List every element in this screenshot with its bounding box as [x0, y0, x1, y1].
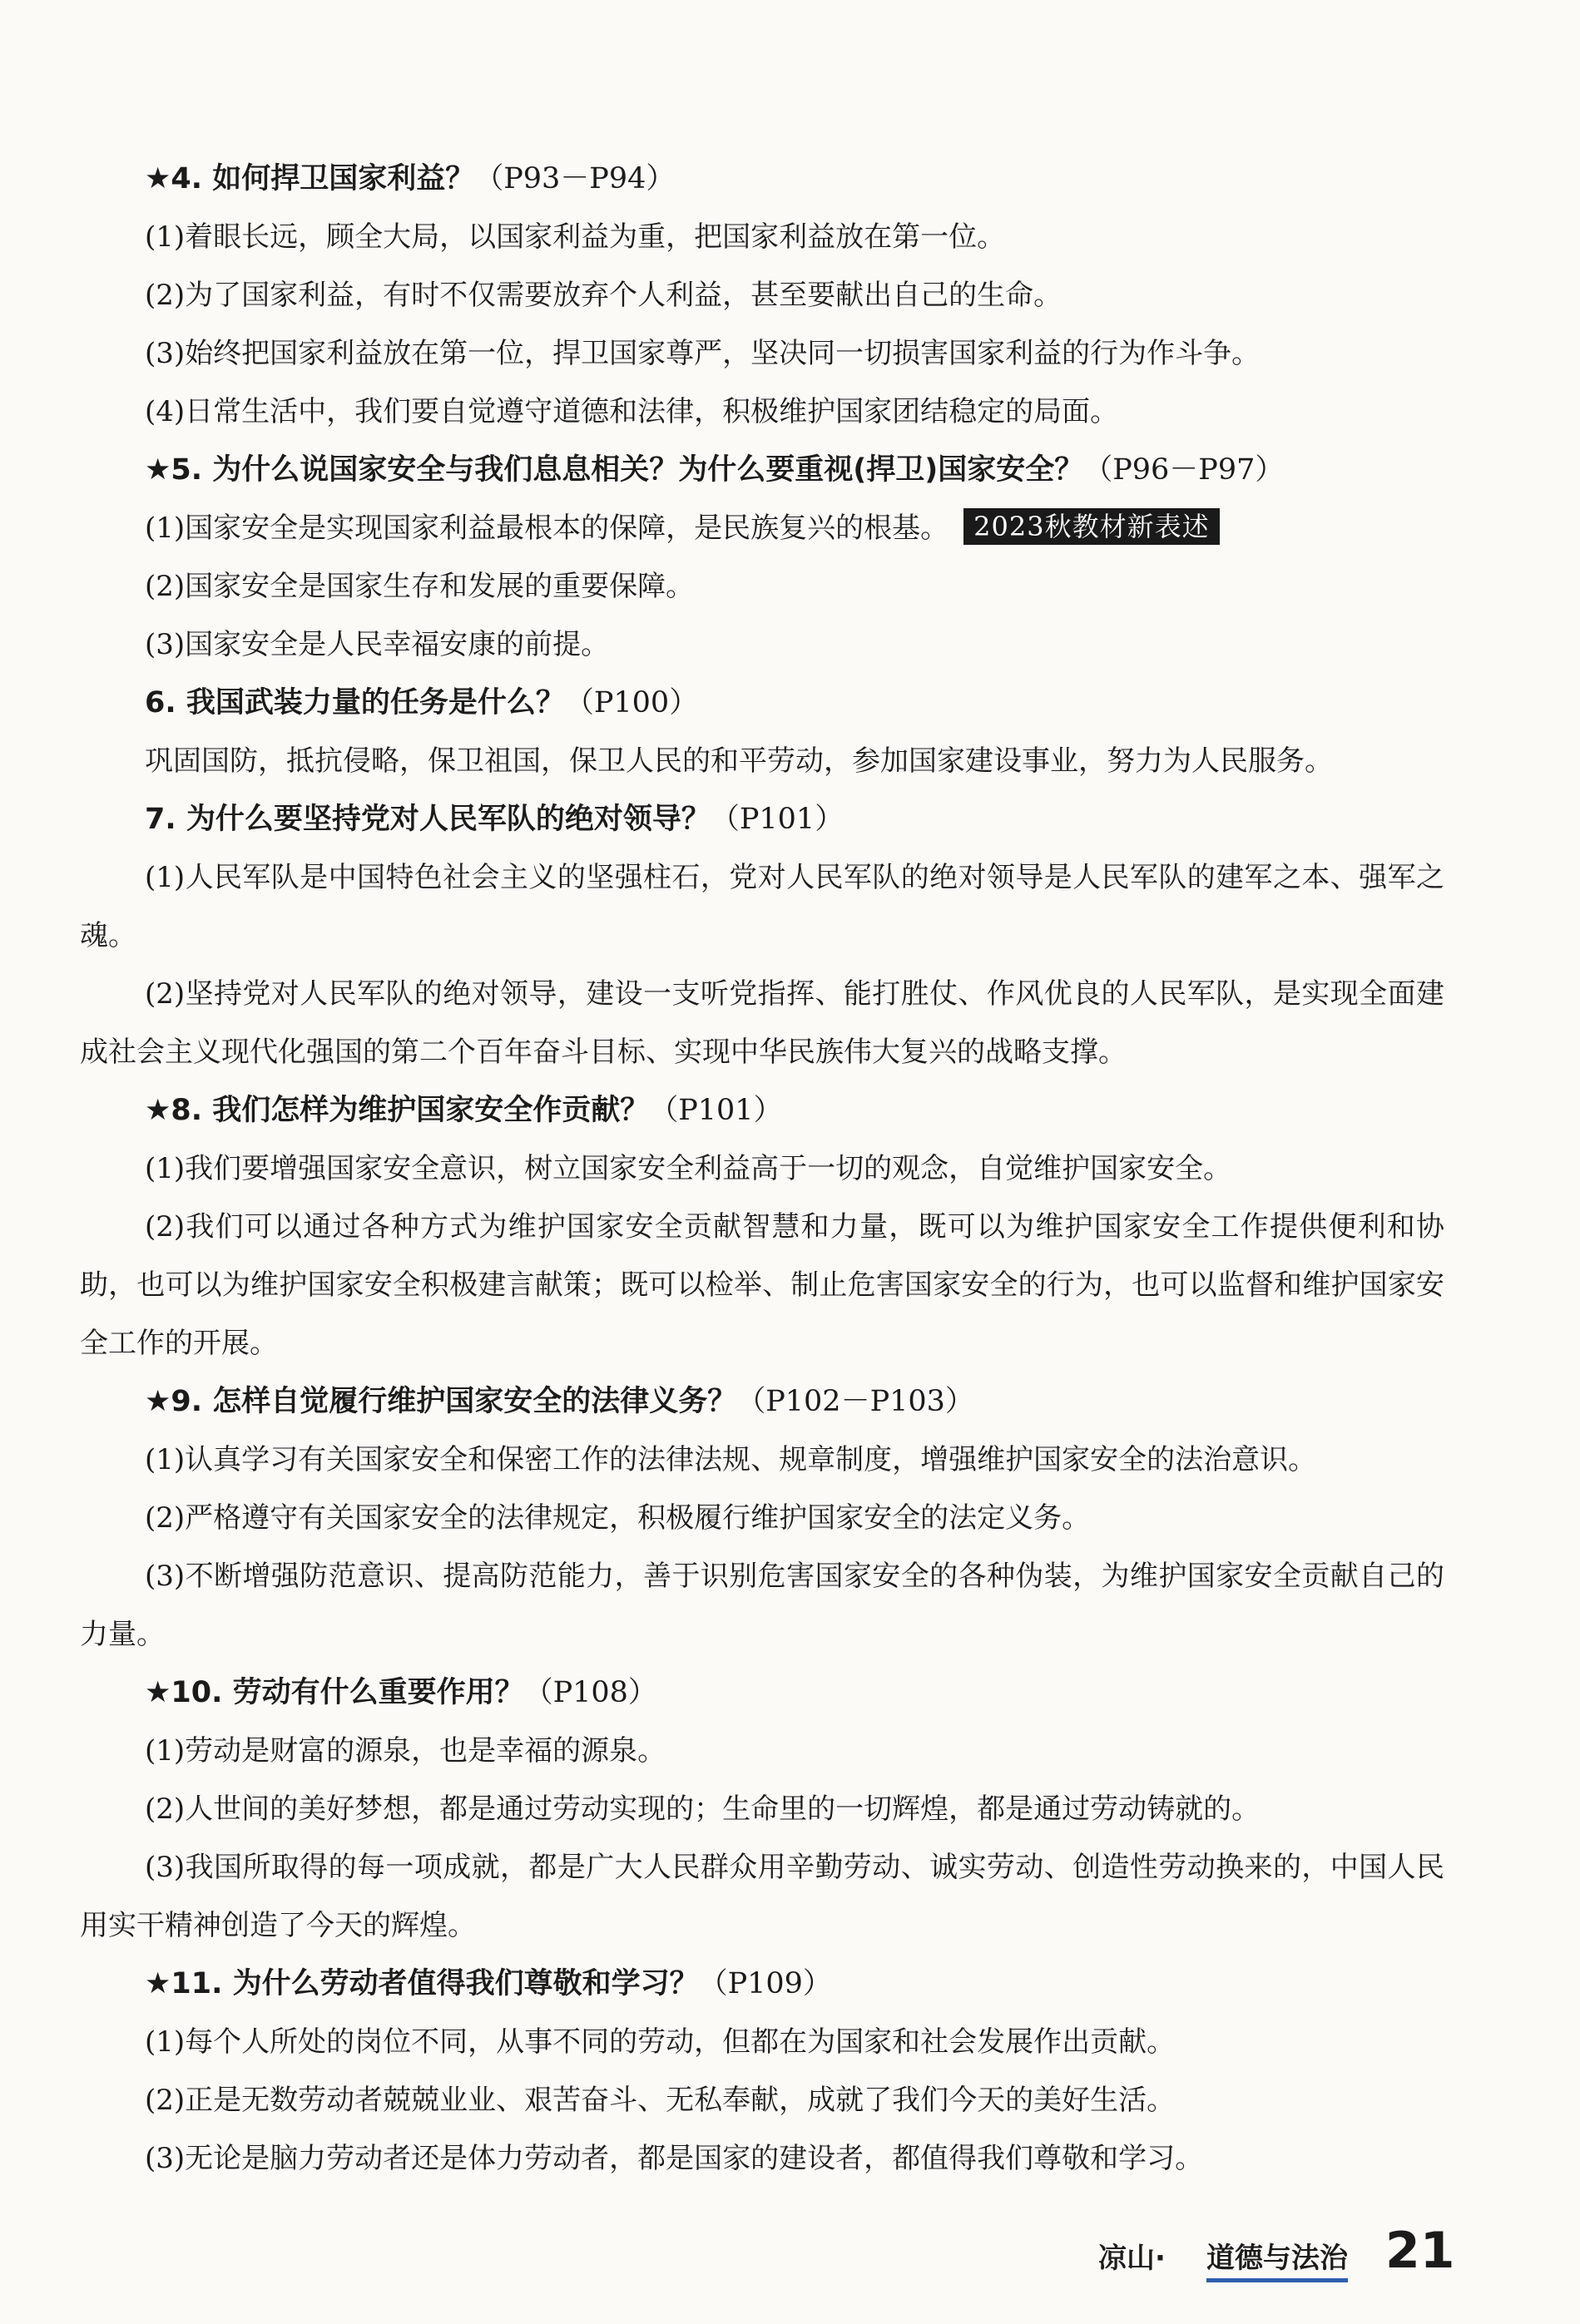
question-heading: 6. 我国武装力量的任务是什么？（P100） — [145, 686, 699, 719]
page-number: 21 — [1385, 2222, 1455, 2280]
answer-paragraph: (2)为了国家利益，有时不仅需要放弃个人利益，甚至要献出自己的生命。 — [145, 279, 1062, 312]
footer-subject: 道德与法治 — [1206, 2235, 1348, 2276]
answer-paragraph: (2)人世间的美好梦想，都是通过劳动实现的；生命里的一切辉煌，都是通过劳动铸就的。 — [145, 1792, 1261, 1826]
answer-paragraph: (1)着眼长远，顾全大局，以国家利益为重，把国家利益放在第一位。 — [145, 220, 1006, 254]
answer-paragraph: (2)坚持党对人民军队的绝对领导，建设一支听党指挥、能打胜仗、作风优良的人民军队，是实现全面建成社会主义现代化强国的第二个百年奋斗目标、实现中华民族伟大复兴的战略支撑。 — [80, 977, 1444, 1069]
answer-paragraph: (2)我们可以通过各种方式为维护国家安全贡献智慧和力量，既可以为维护国家安全工作提供便利和协助，也可以为维护国家安全积极建言献策；既可以检举、制止危害国家安全的行为，也可以监督和维护国家安全工作的开展。 — [80, 1210, 1444, 1360]
answer-paragraph: (2)严格遵守有关国家安全的法律规定，积极履行维护国家安全的法定义务。 — [145, 1501, 1091, 1535]
question-heading: 7. 为什么要坚持党对人民军队的绝对领导？（P101） — [145, 803, 844, 836]
new-statement-label: 2023秋教材新表述 — [963, 508, 1219, 545]
answer-paragraph: (3)无论是脑力劳动者还是体力劳动者，都是国家的建设者，都值得我们尊敬和学习。 — [145, 2142, 1204, 2175]
answer-paragraph: (1)人民军队是中国特色社会主义的坚强柱石，党对人民军队的绝对领导是人民军队的建军之本、强军之魂。 — [80, 861, 1444, 952]
answer-paragraph: 巩固国防，抵抗侵略，保卫祖国，保卫人民的和平劳动，参加国家建设事业，努力为人民服务。 — [145, 744, 1333, 778]
answer-paragraph: (1)每个人所处的岗位不同，从事不同的劳动，但都在为国家和社会发展作出贡献。 — [145, 2025, 1176, 2059]
footer-region: 凉山· — [1098, 2242, 1166, 2275]
answer-paragraph: (3)国家安全是人民幸福安康的前提。 — [145, 628, 610, 661]
answer-paragraph: (1)国家安全是实现国家利益最根本的保障，是民族复兴的根基。 2023秋教材新表述 — [80, 499, 1444, 557]
answer-paragraph: (3)始终把国家利益放在第一位，捍卫国家尊严，坚决同一切损害国家利益的行为作斗争。 — [145, 337, 1261, 370]
answer-paragraph: (4)日常生活中，我们要自觉遵守道德和法律，积极维护国家团结稳定的局面。 — [145, 395, 1119, 428]
answer-paragraph: (1)认真学习有关国家安全和保密工作的法律法规、规章制度，增强维护国家安全的法治意识。 — [145, 1443, 1317, 1476]
answer-paragraph: (2)正是无数劳动者兢兢业业、艰苦奋斗、无私奉献，成就了我们今天的美好生活。 — [145, 2084, 1176, 2117]
question-heading: ★9. 怎样自觉履行维护国家安全的法律义务？（P102－P103） — [145, 1385, 974, 1418]
question-heading: ★5. 为什么说国家安全与我们息息相关？为什么要重视(捍卫)国家安全？（P96－P97） — [145, 453, 1285, 487]
question-heading: ★4. 如何捍卫国家利益？（P93－P94） — [145, 162, 676, 195]
question-heading: ★10. 劳动有什么重要作用？（P108） — [145, 1676, 657, 1709]
answer-paragraph: (2)国家安全是国家生存和发展的重要保障。 — [145, 570, 695, 603]
answer-paragraph: (3)不断增强防范意识、提高防范能力，善于识别危害国家安全的各种伪装，为维护国家安全贡献自己的力量。 — [80, 1560, 1444, 1651]
page-content — [80, 150, 1444, 2188]
question-heading: ★8. 我们怎样为维护国家安全作贡献？（P101） — [145, 1094, 783, 1127]
question-heading: ★11. 为什么劳动者值得我们尊敬和学习？（P109） — [145, 1967, 832, 2000]
page-footer — [1098, 2217, 1455, 2283]
answer-paragraph: (1)我们要增强国家安全意识，树立国家安全利益高于一切的观念，自觉维护国家安全。 — [145, 1152, 1232, 1185]
answer-paragraph: (3)我国所取得的每一项成就，都是广大人民群众用辛勤劳动、诚实劳动、创造性劳动换来的，中国人民用实干精神创造了今天的辉煌。 — [80, 1851, 1444, 1942]
answer-paragraph: (1)劳动是财富的源泉，也是幸福的源泉。 — [145, 1734, 666, 1768]
